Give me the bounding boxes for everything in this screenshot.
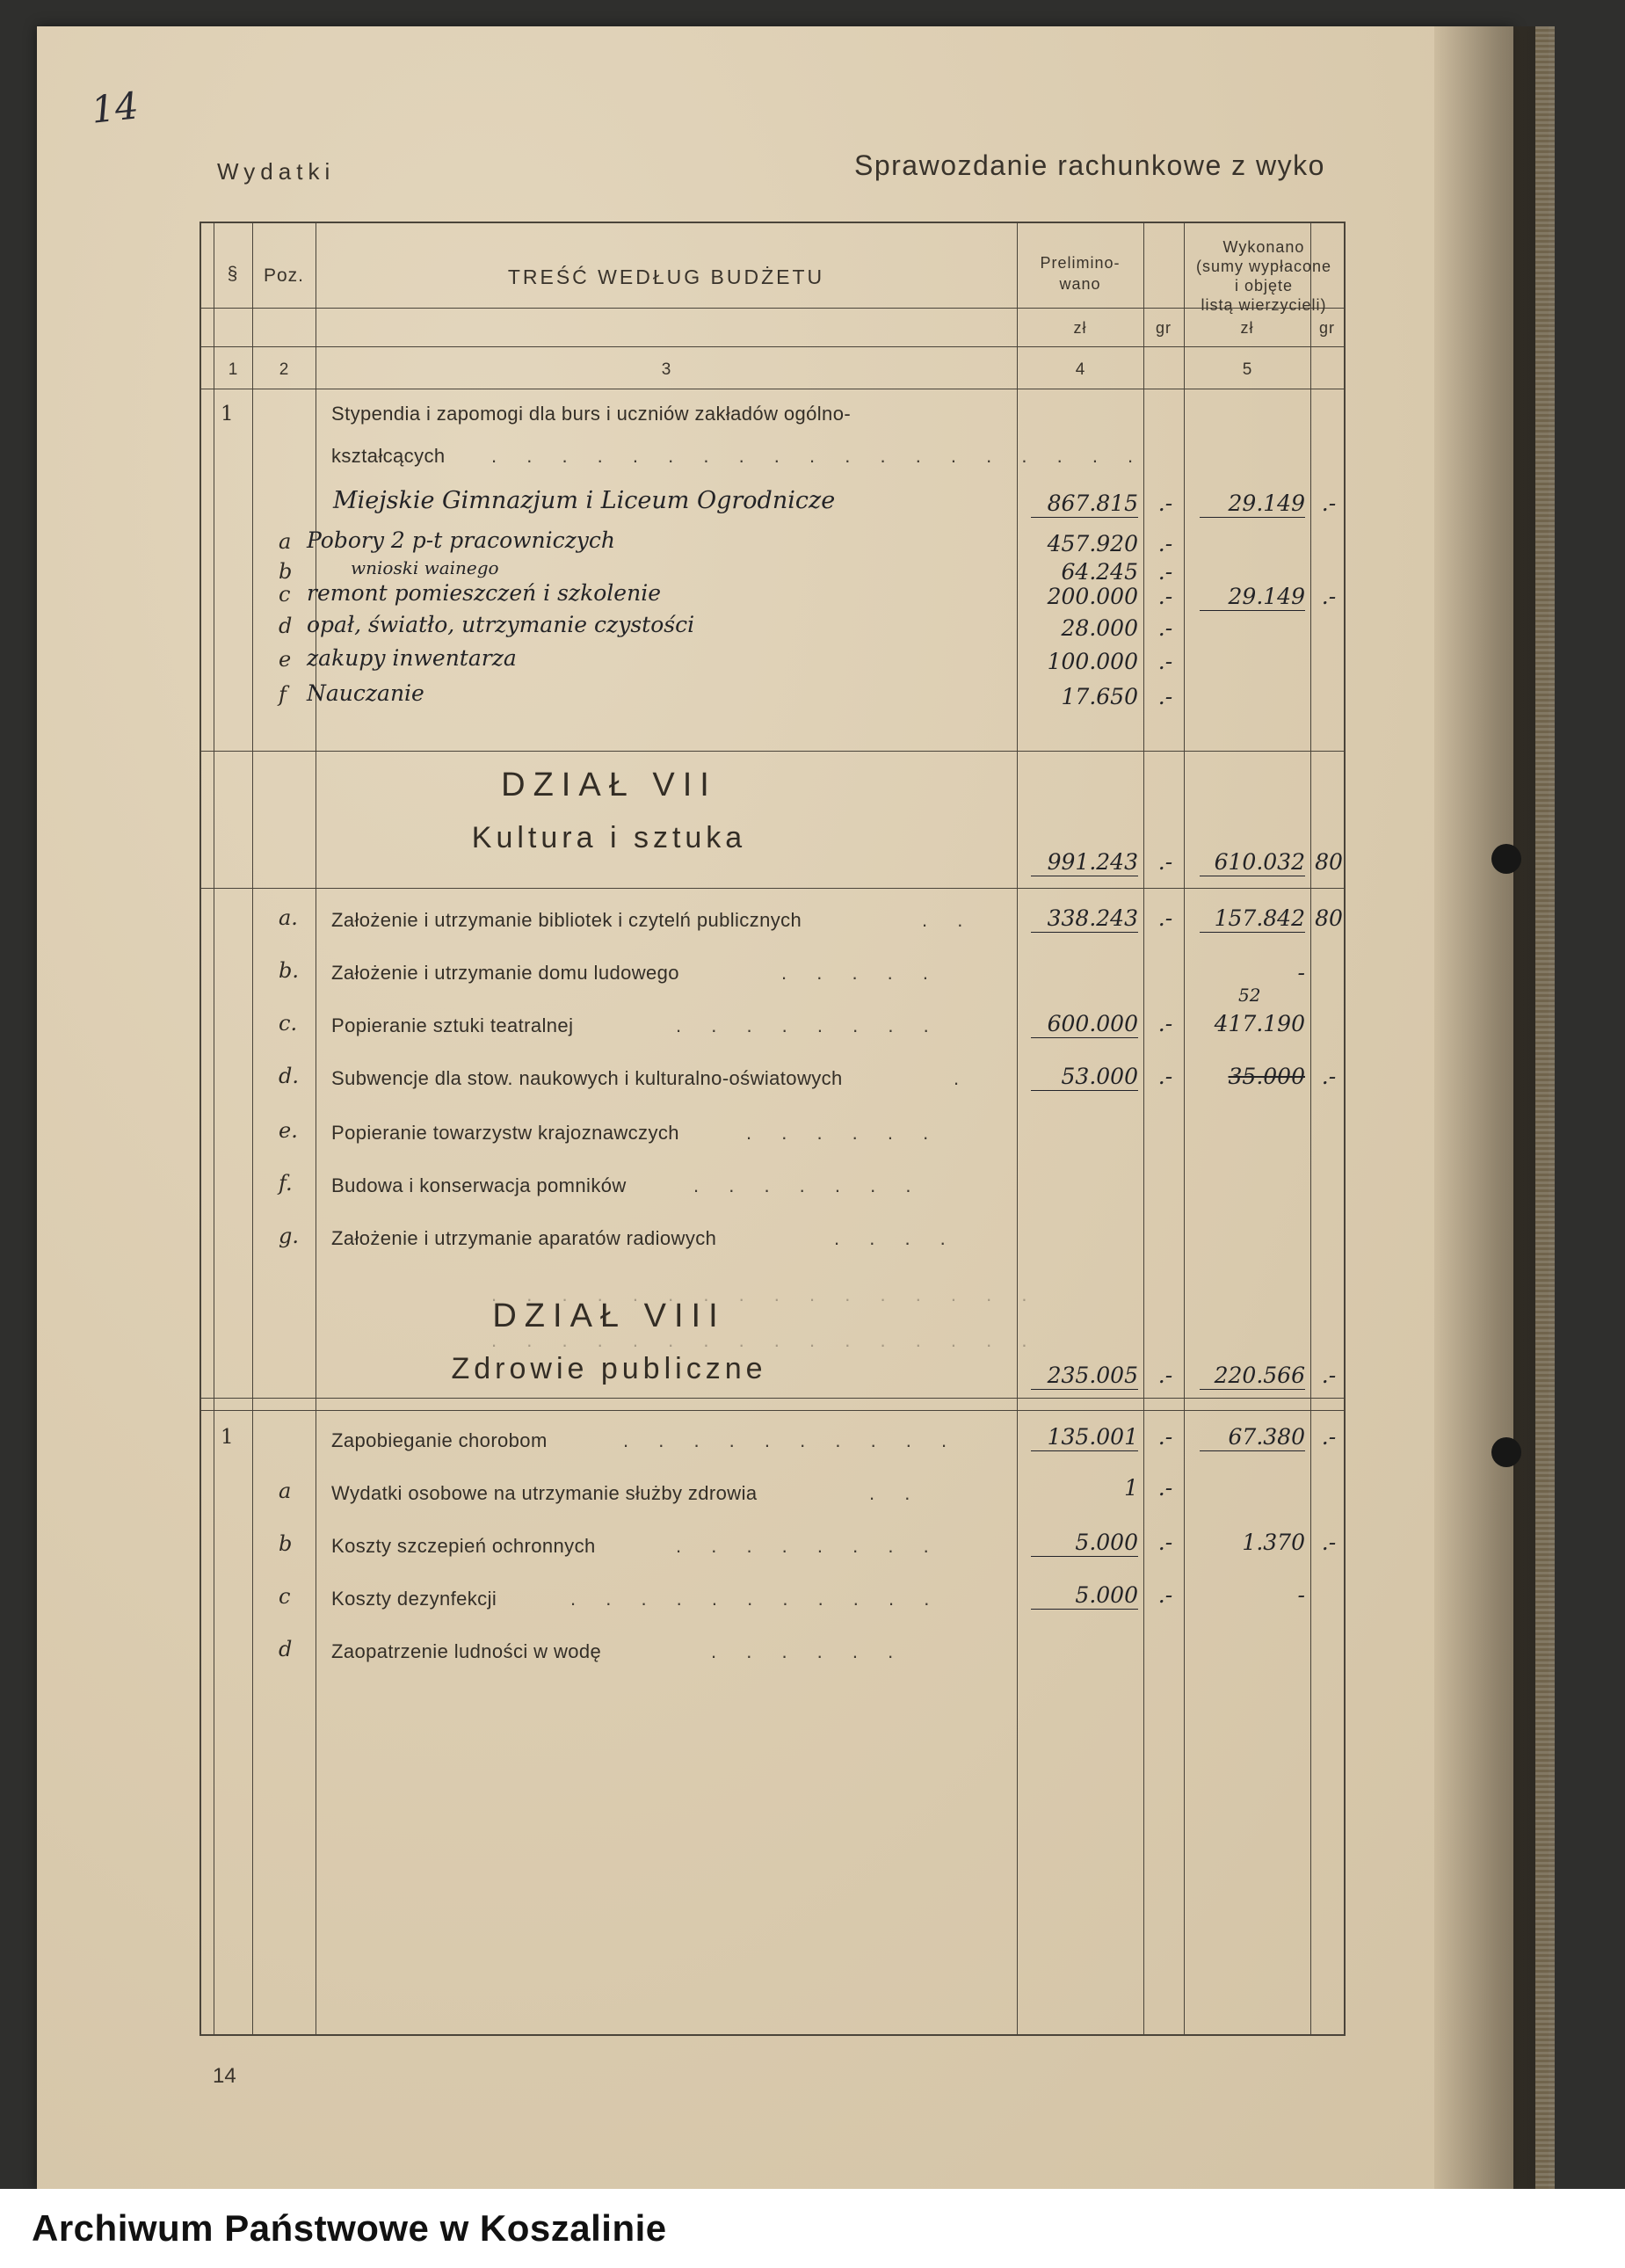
header-executed-line3: i objęte bbox=[1234, 277, 1294, 294]
header-rule-1 bbox=[201, 308, 1344, 309]
leader-dots: . . bbox=[869, 1482, 923, 1504]
leader-dots: . . . . bbox=[834, 1227, 958, 1249]
header-executed-gr: gr bbox=[1318, 319, 1335, 337]
dzial-viii-executed-gr: .- bbox=[1321, 1363, 1337, 1388]
dzial-viii-planned-zl: 235.005 bbox=[1031, 1363, 1138, 1390]
planned-zl: 867.815 bbox=[1031, 491, 1138, 518]
handwritten-entry: Nauczanie bbox=[307, 680, 424, 706]
handwritten-entry: remont pomieszczeń i szkolenie bbox=[307, 580, 661, 606]
row-label: Zapobieganie chorobom bbox=[331, 1429, 548, 1451]
executed-zl: - bbox=[1297, 1582, 1305, 1608]
header-description: TREŚĆ WEDŁUG BUDŻETU bbox=[507, 265, 825, 288]
planned-zl: 600.000 bbox=[1031, 1011, 1138, 1038]
row-label: Popieranie towarzystw krajoznawczych bbox=[331, 1122, 679, 1144]
planned-zl: 5.000 bbox=[1031, 1582, 1138, 1610]
row-section-number: 1 bbox=[221, 403, 234, 425]
handwritten-entry: wnioski wainego bbox=[351, 557, 499, 578]
executed-zl: 157.842 bbox=[1200, 905, 1305, 933]
executed-zl: - bbox=[1297, 960, 1305, 985]
executed-gr: .- bbox=[1321, 1424, 1337, 1450]
colnum-1: 1 bbox=[228, 360, 238, 379]
row-section-number: 1 bbox=[221, 1426, 234, 1449]
section-rule-dzial7-items bbox=[201, 888, 1344, 889]
section-rule-dzial8b bbox=[201, 1410, 1344, 1411]
dzial-vii-planned-gr: .- bbox=[1157, 849, 1173, 875]
executed-gr: .- bbox=[1321, 491, 1337, 516]
row-letter: d bbox=[279, 614, 293, 638]
col-rule-executed-zl bbox=[1310, 223, 1311, 2034]
planned-zl: 200.000 bbox=[1047, 584, 1138, 609]
planned-gr: .- bbox=[1157, 649, 1173, 674]
planned-zl: 1 bbox=[1124, 1475, 1138, 1501]
executed-zl: 35.000 bbox=[1228, 1064, 1305, 1089]
col-rule-description bbox=[1017, 223, 1018, 2034]
row-letter: b. bbox=[279, 958, 299, 983]
planned-gr: .- bbox=[1157, 531, 1173, 556]
row-label: Założenie i utrzymanie aparatów radiowych bbox=[331, 1227, 717, 1249]
row-label: Wydatki osobowe na utrzymanie służby zdrowia bbox=[331, 1482, 758, 1504]
planned-zl: 28.000 bbox=[1061, 615, 1138, 641]
handwritten-entry: Miejskie Gimnazjum i Liceum Ogrodnicze bbox=[333, 487, 836, 514]
dzial-viii-planned-gr: .- bbox=[1157, 1363, 1173, 1388]
row-letter: f. bbox=[279, 1171, 293, 1196]
row-letter: e. bbox=[279, 1118, 298, 1143]
header-title: Sprawozdanie rachunkowe z wyko bbox=[854, 149, 1325, 181]
planned-gr: .- bbox=[1157, 1424, 1173, 1450]
row-letter: b bbox=[279, 559, 293, 584]
header-executed-line1: Wykonano bbox=[1222, 238, 1305, 256]
leader-dots: . . . . . . . . bbox=[676, 1535, 941, 1557]
header-executed-line2: (sumy wypłacone bbox=[1195, 258, 1332, 275]
planned-zl: 457.920 bbox=[1047, 531, 1138, 556]
header-item: Poz. bbox=[263, 265, 305, 286]
section-title-dzial-viii: DZIAŁ VIII bbox=[492, 1298, 726, 1334]
section-title-dzial-vii: DZIAŁ VII bbox=[501, 767, 717, 803]
planned-zl: 338.243 bbox=[1031, 905, 1138, 933]
planned-gr: .- bbox=[1157, 559, 1173, 585]
row-letter: a bbox=[279, 529, 292, 554]
dzial-vii-planned-zl: 991.243 bbox=[1031, 849, 1138, 876]
page-number: 14 bbox=[213, 2064, 236, 2088]
planned-zl: 53.000 bbox=[1031, 1064, 1138, 1091]
executed-zl: 417.190 bbox=[1214, 1011, 1305, 1036]
row-label: Stypendia i zapomogi dla burs i uczniów zakładów ogólno- bbox=[331, 403, 852, 425]
row-letter: b bbox=[279, 1531, 293, 1556]
row-letter: e bbox=[279, 647, 292, 672]
folio-handwritten-number: 14 bbox=[89, 84, 141, 132]
archive-watermark bbox=[0, 2189, 1625, 2268]
document-page bbox=[37, 26, 1513, 2189]
executed-zl: 29.149 bbox=[1200, 491, 1305, 518]
header-planned-zl: zł bbox=[1073, 319, 1087, 337]
leader-dots: . . . . . . . . . . . . . . . . . . . bbox=[491, 445, 1146, 467]
row-label: Subwencje dla stow. naukowych i kulturalno-oświatowych bbox=[331, 1067, 843, 1089]
planned-gr: .- bbox=[1157, 684, 1173, 709]
dzial-viii-executed-zl: 220.566 bbox=[1200, 1363, 1305, 1390]
row-letter: d. bbox=[279, 1064, 299, 1088]
row-label: kształcących bbox=[331, 445, 446, 467]
row-letter: c bbox=[279, 582, 291, 607]
leader-dots: . . . . . . . . . . . bbox=[570, 1588, 942, 1610]
row-label: Założenie i utrzymanie bibliotek i czytelń publicznych bbox=[331, 909, 802, 931]
header-rule-2 bbox=[201, 346, 1344, 347]
col-rule-planned-gr bbox=[1184, 223, 1185, 2034]
row-label: Budowa i konserwacja pomników bbox=[331, 1174, 627, 1196]
leader-dots: . . . . . . . . . . . . . . . . bbox=[491, 1283, 1040, 1305]
budget-table bbox=[199, 222, 1346, 2036]
row-letter: c. bbox=[279, 1011, 298, 1036]
handwritten-entry: zakupy inwentarza bbox=[307, 645, 517, 671]
handwritten-entry: Pobory 2 p-t pracowniczych bbox=[307, 527, 616, 553]
planned-gr: .- bbox=[1157, 905, 1173, 931]
executed-zl: 29.149 bbox=[1200, 584, 1305, 611]
planned-zl: 100.000 bbox=[1047, 649, 1138, 674]
header-planned-line2: wano bbox=[1059, 275, 1101, 293]
planned-gr: .- bbox=[1157, 1011, 1173, 1036]
planned-gr: .- bbox=[1157, 1475, 1173, 1501]
leader-dots: . bbox=[954, 1067, 972, 1089]
leader-dots: . . . . . . . bbox=[693, 1174, 924, 1196]
col-rule-planned-zl bbox=[1143, 223, 1144, 2034]
colnum-2: 2 bbox=[279, 360, 289, 379]
planned-gr: .- bbox=[1157, 1530, 1173, 1555]
header-planned-gr: gr bbox=[1155, 319, 1172, 337]
executed-zl: 1.370 bbox=[1242, 1530, 1305, 1555]
colnum-4: 4 bbox=[1075, 360, 1085, 379]
executed-gr: .- bbox=[1321, 1530, 1337, 1555]
planned-zl: 5.000 bbox=[1031, 1530, 1138, 1557]
leader-dots: . . . . . . . . . . . . . . . . bbox=[491, 1329, 1040, 1351]
section-subtitle-dzial-vii: Kultura i sztuka bbox=[471, 821, 747, 854]
planned-gr: .- bbox=[1157, 615, 1173, 641]
row-letter: g. bbox=[279, 1224, 299, 1248]
executed-gr: .- bbox=[1321, 1064, 1337, 1089]
row-label: Popieranie sztuki teatralnej bbox=[331, 1014, 574, 1036]
handwritten-entry: opał, światło, utrzymanie czystości bbox=[307, 612, 695, 637]
section-rule-dzial7 bbox=[201, 751, 1344, 752]
watermark-text: Archiwum Państwowe w Koszalinie bbox=[32, 2207, 667, 2249]
colnum-5: 5 bbox=[1242, 360, 1252, 379]
planned-gr: .- bbox=[1157, 1064, 1173, 1089]
section-rule-dzial8 bbox=[201, 1398, 1344, 1399]
executed-gr: 80 bbox=[1315, 905, 1343, 931]
header-planned-line1: Prelimino- bbox=[1040, 254, 1121, 272]
row-label: Koszty szczepień ochronnych bbox=[331, 1535, 596, 1557]
planned-zl: 17.650 bbox=[1061, 684, 1138, 709]
section-subtitle-dzial-viii: Zdrowie publiczne bbox=[451, 1352, 767, 1385]
header-left-wydatki: Wydatki bbox=[217, 158, 336, 185]
row-letter: c bbox=[279, 1584, 291, 1609]
row-letter: f bbox=[279, 682, 287, 707]
executed-zl: 67.380 bbox=[1200, 1424, 1305, 1451]
planned-gr: .- bbox=[1157, 1582, 1173, 1608]
leader-dots: . . . . . bbox=[781, 962, 941, 984]
leader-dots: . . . . . . . . . . bbox=[623, 1429, 960, 1451]
page-edge bbox=[1535, 26, 1555, 2189]
row-label: Koszty dezynfekcji bbox=[331, 1588, 497, 1610]
leader-dots: . . . . . . bbox=[746, 1122, 941, 1144]
planned-zl: 135.001 bbox=[1031, 1424, 1138, 1451]
header-executed-line4: listą wierzycieli) bbox=[1201, 296, 1327, 314]
row-label: Założenie i utrzymanie domu ludowego bbox=[331, 962, 679, 984]
planned-gr: .- bbox=[1157, 584, 1173, 609]
planned-zl: 64.245 bbox=[1061, 559, 1138, 585]
executed-gr: .- bbox=[1321, 584, 1337, 609]
leader-dots: . . . . . . . . bbox=[676, 1014, 941, 1036]
leader-dots: . . bbox=[922, 909, 976, 931]
planned-gr: .- bbox=[1157, 491, 1173, 516]
row-letter: a bbox=[279, 1479, 292, 1503]
row-letter: a. bbox=[279, 905, 298, 930]
colnum-3: 3 bbox=[661, 360, 671, 379]
row-letter: d bbox=[279, 1637, 293, 1661]
header-section: § bbox=[227, 264, 239, 284]
row-label: Zaopatrzenie ludności w wodę bbox=[331, 1640, 602, 1662]
dzial-vii-executed-gr: 80 bbox=[1315, 849, 1343, 875]
col-rule-section bbox=[252, 223, 253, 2034]
dzial-vii-executed-zl: 610.032 bbox=[1200, 849, 1305, 876]
header-executed-zl: zł bbox=[1240, 319, 1254, 337]
leader-dots: . . . . . . bbox=[711, 1640, 906, 1662]
executed-superscript: 52 bbox=[1238, 985, 1261, 1006]
